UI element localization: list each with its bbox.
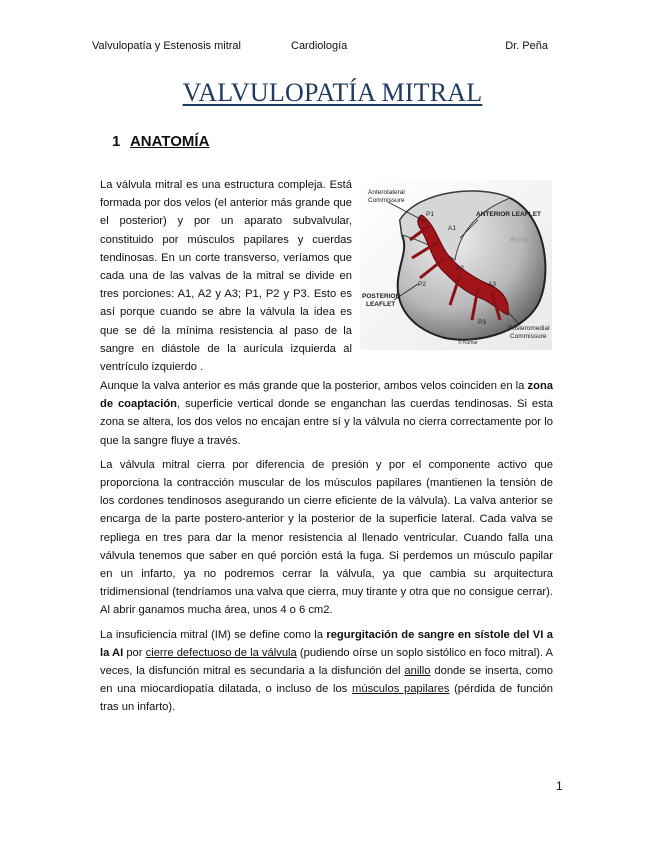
insufficiency-text-1: La insuficiencia mitral (IM) se define como la: [100, 628, 327, 641]
coaptation-term: zona de coaptación: [100, 380, 553, 411]
insufficiency-text-4: donde se inserta, como en una miocardiopatía dilatada, o incluso de los: [100, 665, 553, 696]
figure-signature: © Kumar: [458, 340, 478, 346]
insufficiency-text-5: (pérdida de función tras un infarto).: [100, 683, 554, 714]
label-a1: A1: [448, 225, 456, 232]
header-subject: Cardiología: [291, 40, 348, 52]
label-anterolateral-1: Anterolateral: [368, 189, 405, 196]
page-header: [92, 40, 552, 56]
mitral-valve-figure: [360, 180, 552, 350]
page-number: 1: [556, 779, 563, 793]
label-posterior-leaflet-1: POSTERIOR: [362, 293, 401, 300]
annulus-term: anillo: [404, 665, 431, 678]
insufficiency-text-3: (pudiendo oírse un soplo sistólico en foco mitral). A veces, la disfunción mitral es secundaria a la disfunción del: [100, 646, 554, 678]
intro-paragraph: La válvula mitral es una estructura compleja. Está formada por dos velos (el anterior más grande que el posterior) y por un aparato subvalvular, constituido por músculos papilares y cuerdas tendinosas. En un corte transverso, veríamos que cada una de las valvas de la mitral se divide en tres porciones: A1, A2 y A3; P1, P2 y P3. Esto es así porque cuando se abre la válvula la idea es que se dé la mínima resistencia al paso de la sangre en diástole de la aurícula izquierda al ventrículo izquierdo .: [100, 179, 352, 374]
label-p2: P2: [418, 281, 426, 288]
regurgitation-term: regurgitación de sangre en sístole del VI a la AI: [100, 628, 553, 659]
coaptation-text-1: Aunque la valva anterior es más grande que la posterior, ambos velos coinciden en la: [100, 380, 528, 392]
insufficiency-text-2: por: [123, 646, 146, 659]
label-posteromedial-2: Commissure: [510, 333, 547, 340]
label-p3: P3: [478, 319, 486, 326]
label-a2: A2: [456, 265, 464, 272]
body-text: [100, 377, 553, 723]
label-p1: P1: [426, 211, 434, 218]
section-heading: [112, 133, 209, 150]
section-number: 1: [112, 133, 121, 150]
coaptation-paragraph: [100, 377, 553, 450]
closure-paragraph: La válvula mitral cierra por diferencia de presión y por el componente activo que proporciona la contracción muscular de los músculos papilares (mantienen la tensión de los cordones tendinosos asegurando un cierre eficiente de la válvula). La valva anterior se encarga de la parte postero-anterior y la posterior de la superficie lateral. Cada valva se repliega en tres para dar la menor resistencia al llenado ventricular. Cuando falla una válvula tenemos que saber en qué porción está la fuga. Si perdemos un músculo papilar en un infarto, ya no podremos cerrar la válvula, ya que cambia su arquitectura tridimensional (tendríamos una valva que cierra, muy tirante y otra que no consigue cerrar). Al abrir ganamos mucha área, unos 4 o 6 cm2.: [100, 458, 553, 617]
label-posteromedial-1: Posteromedial: [508, 325, 550, 332]
papillary-muscles-term: músculos papilares: [352, 683, 450, 696]
header-author: Dr. Peña: [505, 40, 548, 52]
defective-closure-term: cierre defectuoso de la válvula: [145, 646, 297, 659]
section-name: ANATOMÍA: [129, 133, 210, 150]
header-document-title: Valvulopatía y Estenosis mitral: [92, 40, 241, 52]
label-anterior-leaflet: ANTERIOR LEAFLET: [476, 211, 541, 218]
label-aorta: Aorta: [510, 235, 530, 244]
page-title: VALVULOPATÍA MITRAL: [182, 78, 483, 107]
label-a3: A3: [488, 281, 496, 288]
label-posterior-leaflet-2: LEAFLET: [366, 301, 396, 308]
coaptation-text-2: , superficie vertical donde se enganchan las cuerdas tendinosas. Si esta zona se altera, los dos velos no encajan entre sí y la válvula no cierra correctamente por lo que la sangre fluye a través.: [100, 398, 553, 447]
label-anterolateral-2: Commissure: [368, 197, 405, 204]
insufficiency-paragraph: [100, 626, 553, 717]
